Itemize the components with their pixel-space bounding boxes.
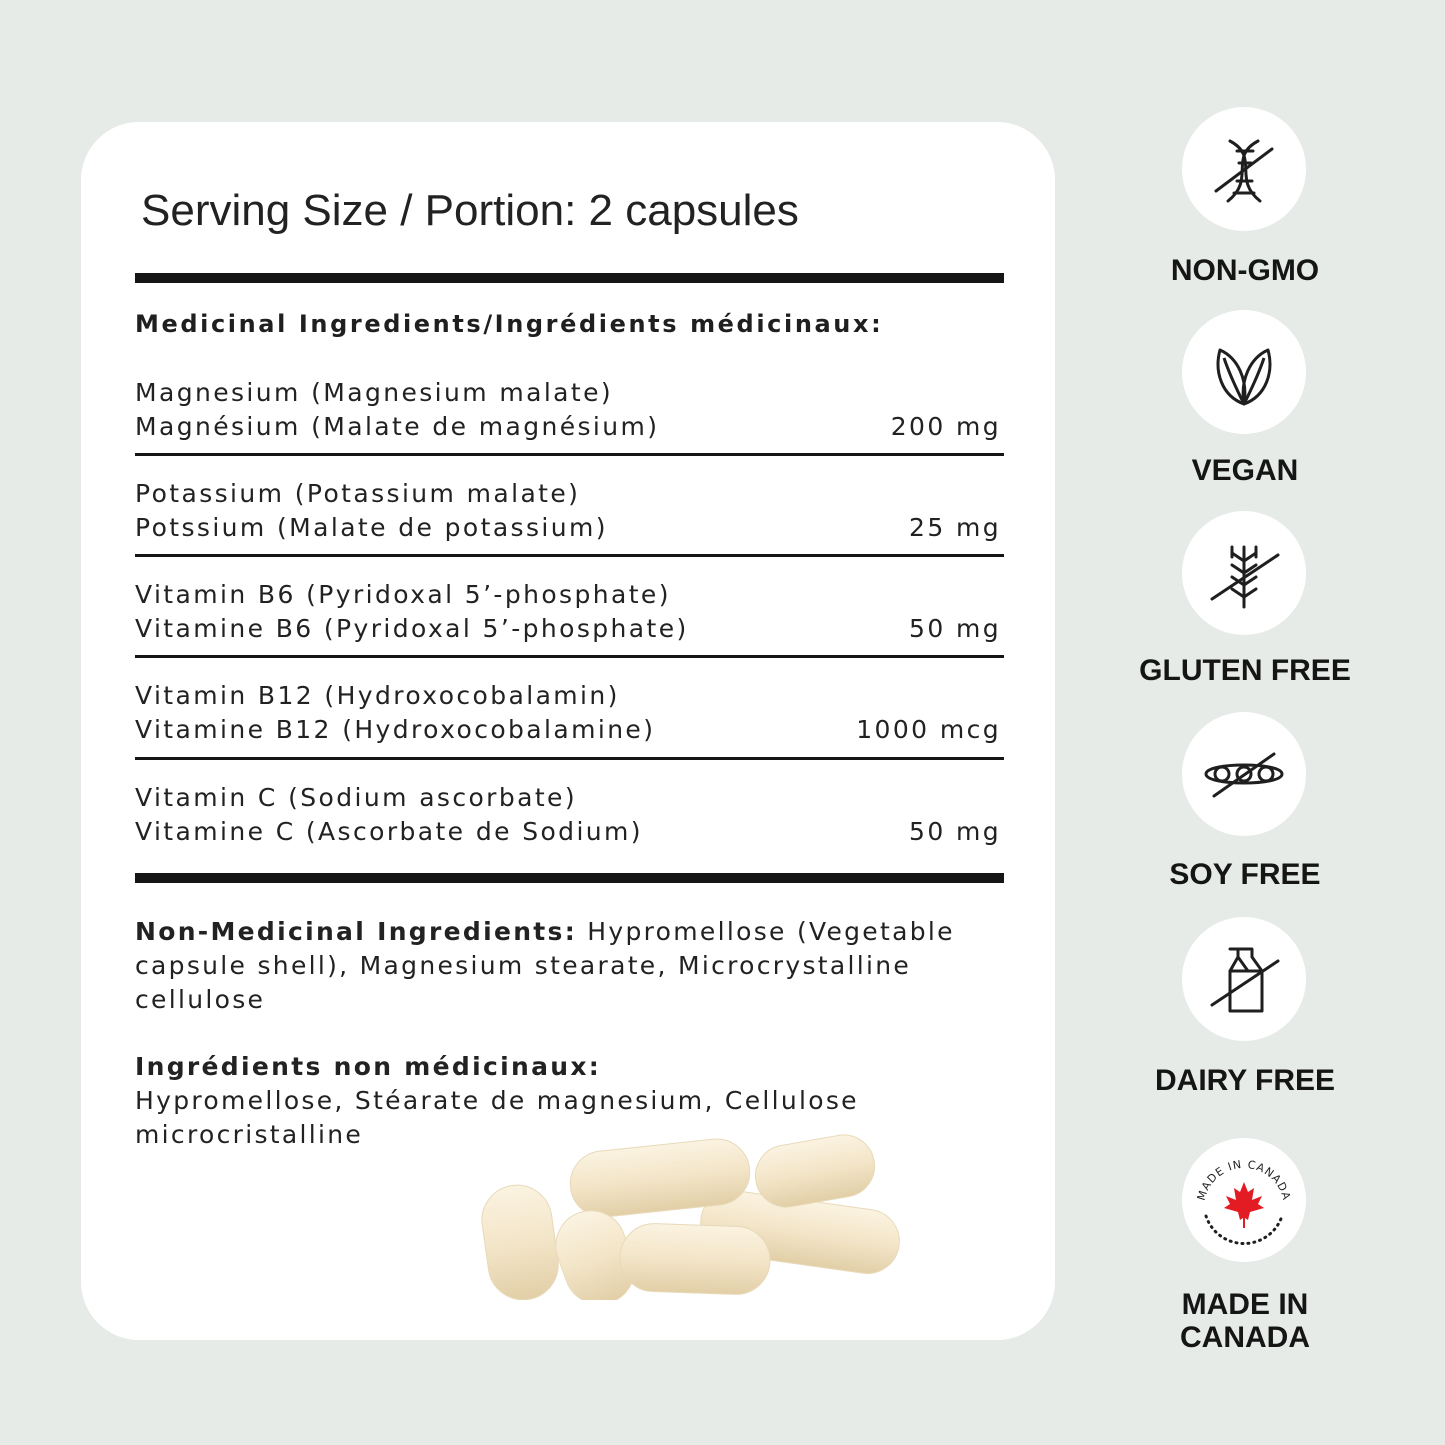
capsules-image <box>470 1130 960 1300</box>
soybean-crossed-icon <box>1182 712 1306 836</box>
ingredient-name-en: Vitamin B6 (Pyridoxal 5’-phosphate) <box>135 580 671 609</box>
ingredient-row-vitamin-b12 <box>135 681 1005 751</box>
gluten-free-badge <box>1182 511 1306 635</box>
non-gmo-badge <box>1182 107 1306 231</box>
made-in-canada-badge <box>1182 1138 1306 1262</box>
row-divider <box>135 655 1004 658</box>
seal-text: MADE IN CANADA <box>1194 1157 1294 1203</box>
dna-crossed-icon <box>1182 107 1306 231</box>
vegan-badge <box>1182 310 1306 434</box>
ingredient-name-en: Magnesium (Magnesium malate) <box>135 378 614 407</box>
row-divider <box>135 554 1004 557</box>
ingredient-amount: 25 mg <box>909 513 1001 542</box>
soy-free-label: SOY FREE <box>1169 858 1321 891</box>
maple-leaf-icon <box>1224 1182 1264 1228</box>
milk-carton-crossed-icon <box>1182 917 1306 1041</box>
leaves-icon <box>1182 310 1306 434</box>
ingredient-amount: 200 mg <box>890 412 1001 441</box>
non-medicinal-line-1: Hypromellose (Vegetable <box>587 917 955 946</box>
ingredient-row-vitamin-b6 <box>135 580 1005 650</box>
non-medicinal-fr-label: Ingrédients non médicinaux: <box>135 1052 602 1081</box>
vegan-label: VEGAN <box>1191 454 1299 487</box>
row-divider <box>135 757 1004 760</box>
top-divider <box>135 273 1004 283</box>
row-divider <box>135 453 1004 456</box>
ingredient-name-fr: Vitamine B6 (Pyridoxal 5’-phosphate) <box>135 614 689 643</box>
maple-leaf-seal-icon <box>1182 1138 1306 1262</box>
ingredient-row-vitamin-c <box>135 783 1005 853</box>
ingredient-name-fr: Magnésium (Malate de magnésium) <box>135 412 660 441</box>
wheat-crossed-icon <box>1182 511 1306 635</box>
bottom-divider <box>135 873 1004 883</box>
made-in-canada-line-1: MADE IN <box>1181 1288 1309 1321</box>
serving-size: Serving Size / Portion: 2 capsules <box>141 186 799 235</box>
dairy-free-label: DAIRY FREE <box>1154 1064 1336 1097</box>
ingredient-name-fr: Vitamine B12 (Hydroxocobalamine) <box>135 715 656 744</box>
non-medicinal-ingredients-en <box>135 915 1035 1017</box>
ingredient-row-potassium <box>135 479 1005 549</box>
ingredient-name-fr: Potssium (Malate de potassium) <box>135 513 608 542</box>
ingredient-name-en: Vitamin C (Sodium ascorbate) <box>135 783 577 812</box>
non-medicinal-line-3: cellulose <box>135 985 266 1014</box>
ingredient-name-fr: Vitamine C (Ascorbate de Sodium) <box>135 817 643 846</box>
ingredient-amount: 1000 mcg <box>856 715 1001 744</box>
non-medicinal-fr-line-1: Hypromellose, Stéarate de magnesium, Cellulose <box>135 1086 859 1115</box>
non-medicinal-line-2: capsule shell), Magnesium stearate, Microcrystalline <box>135 951 912 980</box>
made-in-canada-line-2: CANADA <box>1180 1321 1310 1354</box>
non-medicinal-label: Non-Medicinal Ingredients: <box>135 917 578 946</box>
gluten-free-label: GLUTEN FREE <box>1139 654 1351 687</box>
soy-free-badge <box>1182 712 1306 836</box>
ingredient-name-en: Vitamin B12 (Hydroxocobalamin) <box>135 681 620 710</box>
ingredient-row-magnesium <box>135 378 1005 448</box>
ingredient-name-en: Potassium (Potassium malate) <box>135 479 581 508</box>
ingredient-amount: 50 mg <box>909 614 1001 643</box>
dairy-free-badge <box>1182 917 1306 1041</box>
made-in-canada-label <box>1100 1288 1390 1354</box>
non-medicinal-fr-line-2: microcristalline <box>135 1120 364 1149</box>
ingredient-amount: 50 mg <box>909 817 1001 846</box>
non-gmo-label: NON-GMO <box>1170 254 1320 287</box>
medicinal-ingredients-heading: Medicinal Ingredients/Ingrédients médicinaux: <box>135 310 884 338</box>
